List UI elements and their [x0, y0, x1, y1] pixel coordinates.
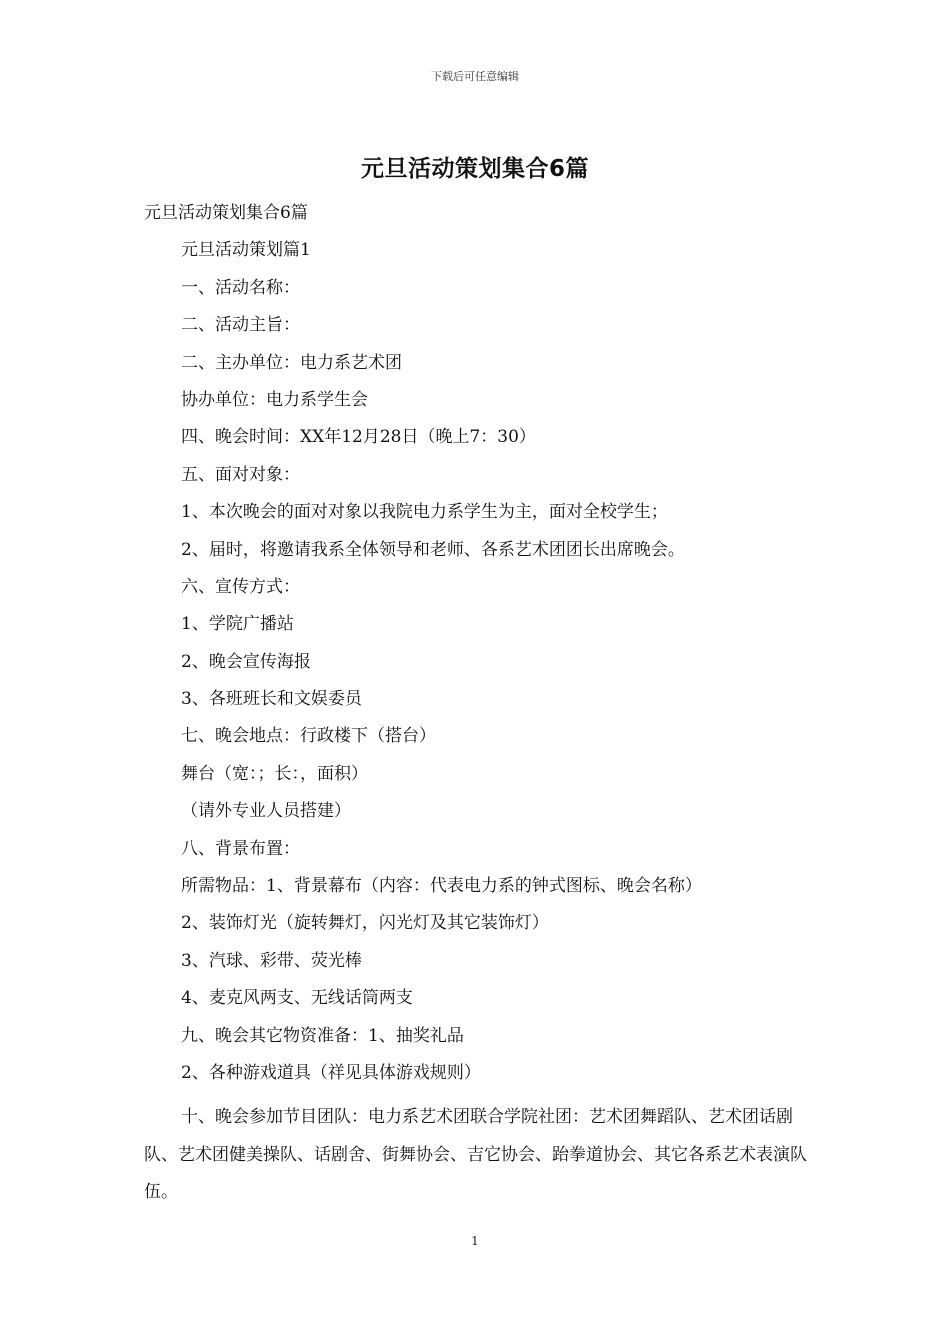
- text-line: 舞台（宽：；长：，面积）: [181, 763, 368, 784]
- text-line: 四、晚会时间：XX年12月28日（晚上7：30）: [181, 427, 536, 448]
- text-line: 1、本次晚会的面对对象以我院电力系学生为主，面对全校学生；: [181, 502, 668, 523]
- text-line: 所需物品：1、背景幕布（内容：代表电力系的钟式图标、晚会名称）: [181, 876, 702, 897]
- text-line: 4、麦克风两支、无线话筒两支: [181, 988, 413, 1009]
- text-line: 3、汽球、彩带、荧光棒: [181, 950, 362, 971]
- subtitle-line: 元旦活动策划集合6篇: [144, 203, 308, 223]
- text-line: 2、届时，将邀请我系全体领导和老师、各系艺术团团长出席晚会。: [181, 539, 685, 560]
- page-number: 1: [471, 1234, 479, 1248]
- page-header: 下载后可任意编辑: [431, 70, 519, 83]
- text-line: 二、活动主旨：: [181, 315, 300, 336]
- text-line: 五、面对对象：: [181, 464, 300, 485]
- document-body: [144, 198, 814, 1212]
- section-heading: 元旦活动策划篇1: [181, 240, 311, 261]
- text-line: 1、学院广播站: [181, 614, 294, 635]
- text-line: 协办单位：电力系学生会: [181, 389, 368, 410]
- text-line: 八、背景布置：: [181, 838, 300, 859]
- text-line: 二、主办单位：电力系艺术团: [181, 352, 402, 373]
- body-paragraph: 十、晚会参加节目团队：电力系艺术团联合学院社团：艺术团舞蹈队、艺术团话剧队、艺术团健美操队、话剧舍、街舞协会、吉它协会、跆拳道协会、其它各系艺术表演队伍。: [144, 1107, 807, 1203]
- text-line: 2、装饰灯光（旋转舞灯，闪光灯及其它装饰灯）: [181, 913, 549, 934]
- text-line: 一、活动名称：: [181, 277, 300, 298]
- text-line: 七、晚会地点：行政楼下（搭台）: [181, 726, 436, 747]
- text-line: 六、宣传方式：: [181, 576, 300, 597]
- text-line: 九、晚会其它物资准备：1、抽奖礼品: [181, 1025, 464, 1046]
- text-line: 2、晚会宣传海报: [181, 651, 311, 672]
- text-line: 3、各班班长和文娱委员: [181, 689, 362, 710]
- text-line: 2、各种游戏道具（祥见具体游戏规则）: [181, 1062, 481, 1083]
- text-line: （请外专业人员搭建）: [181, 801, 351, 822]
- document-title: 元旦活动策划集合6篇: [360, 156, 589, 182]
